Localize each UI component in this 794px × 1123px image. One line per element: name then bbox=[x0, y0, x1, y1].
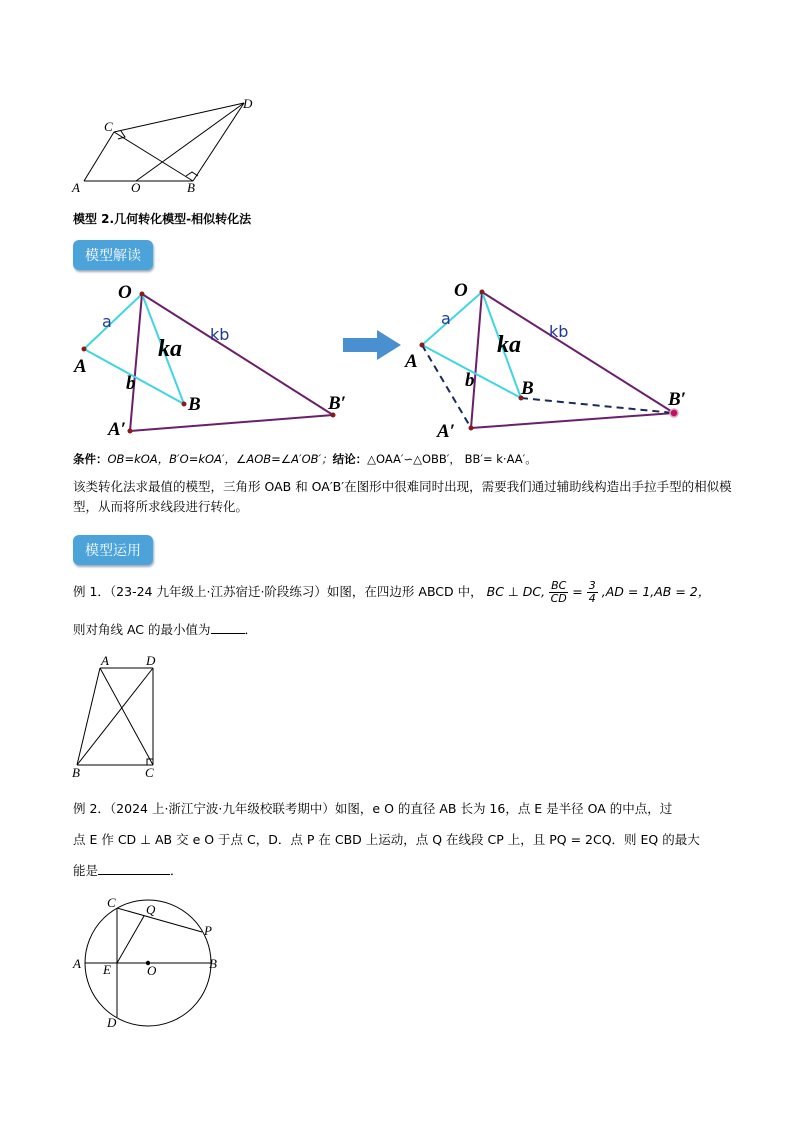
label-O: O bbox=[131, 180, 141, 195]
sim-right-B: B bbox=[521, 378, 534, 399]
sim-left-ka: ka bbox=[158, 336, 182, 362]
model-paragraph: 该类转化法求最值的模型，三角形 OAB 和 OA′B′在图形中很难同时出现，需要我们通过辅助线构造出手拉手型的相似模型，从而将所求线段进行转化。 bbox=[73, 479, 732, 514]
example1-line2: 则对角线 AC 的最小值为 ． bbox=[73, 622, 258, 637]
result-label: 结论： bbox=[332, 452, 368, 466]
example1-intro: 例 1．（23-24 九年级上·江苏宿迁·阶段练习）如图，在四边形 ABCD 中， bbox=[73, 584, 483, 599]
result-text: △OAA′∽△OBB′， BB′= k·AA′。 bbox=[367, 452, 537, 466]
sim-left-kb: kb bbox=[210, 325, 230, 344]
sim-left-A-prime: A′ bbox=[108, 419, 127, 440]
example2-question: 能是 bbox=[73, 863, 99, 878]
example2-line1: 例 2．（2024 上·浙江宁波·九年级校联考期中）如图，e O 的直径 AB 长为 16，点 E 是半径 OA 的中点，过 bbox=[73, 801, 673, 816]
ex2-label-P: P bbox=[204, 923, 212, 938]
sim-right-B-prime: B′ bbox=[668, 389, 687, 410]
sim-left-B: B bbox=[188, 394, 201, 415]
ex1-label-D: D bbox=[146, 653, 156, 668]
model2-heading: 模型 2.几何转化模型-相似转化法 bbox=[73, 212, 252, 226]
label-A: A bbox=[72, 180, 80, 195]
badge-model-read: 模型解读 bbox=[73, 240, 153, 270]
sim-right-a: a bbox=[441, 309, 451, 328]
ex1-label-A: A bbox=[101, 653, 109, 668]
ex2-label-Q: Q bbox=[146, 902, 156, 917]
condition-text: OB=kOA，B′O=kOA′，∠AOB=∠A′OB′； bbox=[107, 452, 333, 466]
label-C: C bbox=[104, 119, 113, 134]
sim-right-A-prime: A′ bbox=[437, 421, 456, 442]
example1-condition-b: ,AD = 1,AB = 2， bbox=[601, 584, 711, 599]
badge-model-use: 模型运用 bbox=[73, 535, 153, 565]
sim-left-A: A bbox=[74, 356, 87, 377]
example1-fraction-bc-cd: $\frac{BC}{CD}$ bbox=[550, 579, 567, 605]
sim-right-b: b bbox=[465, 370, 475, 391]
example1-fraction-3-4: $\frac{3}{4}$ bbox=[588, 579, 596, 605]
ex2-label-B: B bbox=[209, 956, 217, 971]
sim-left-a: a bbox=[102, 312, 112, 331]
sim-right-ka: ka bbox=[497, 332, 521, 358]
label-B: B bbox=[187, 180, 195, 195]
sim-left-B-prime: B′ bbox=[328, 393, 347, 414]
ex2-label-O: O bbox=[147, 963, 157, 978]
example1-condition-a: BC ⊥ DC, bbox=[486, 584, 546, 599]
example1-question: 则对角线 AC 的最小值为 bbox=[73, 622, 211, 637]
sim-right-O: O bbox=[454, 280, 468, 301]
condition-label: 条件： bbox=[73, 452, 108, 466]
ex2-label-D: D bbox=[107, 1015, 117, 1030]
ex1-label-B: B bbox=[72, 765, 80, 780]
ex2-label-C: C bbox=[107, 895, 116, 910]
sim-left-O: O bbox=[118, 282, 132, 303]
sim-right-kb: kb bbox=[549, 322, 569, 341]
example2-line3: 能是 ． bbox=[73, 863, 183, 878]
sim-left-b: b bbox=[126, 373, 136, 394]
example1-line1: 例 1．（23-24 九年级上·江苏宿迁·阶段练习）如图，在四边形 ABCD 中， BC ⊥ DC, $\frac{BC}{CD}$ = $\frac{3}{4}$ ,AD = 1,AB = 2， bbox=[73, 579, 711, 605]
ex2-label-E: E bbox=[103, 962, 111, 977]
example2-line2: 点 E 作 CD ⊥ AB 交 e O 于点 C，D．点 P 在 CBD 上运动，点 Q 在线段 CP 上，且 PQ = 2CQ．则 EQ 的最大 bbox=[73, 832, 700, 847]
ex1-label-C: C bbox=[145, 765, 154, 780]
label-D: D bbox=[243, 96, 253, 111]
sim-right-A: A bbox=[405, 351, 418, 372]
ex2-label-A: A bbox=[73, 956, 81, 971]
